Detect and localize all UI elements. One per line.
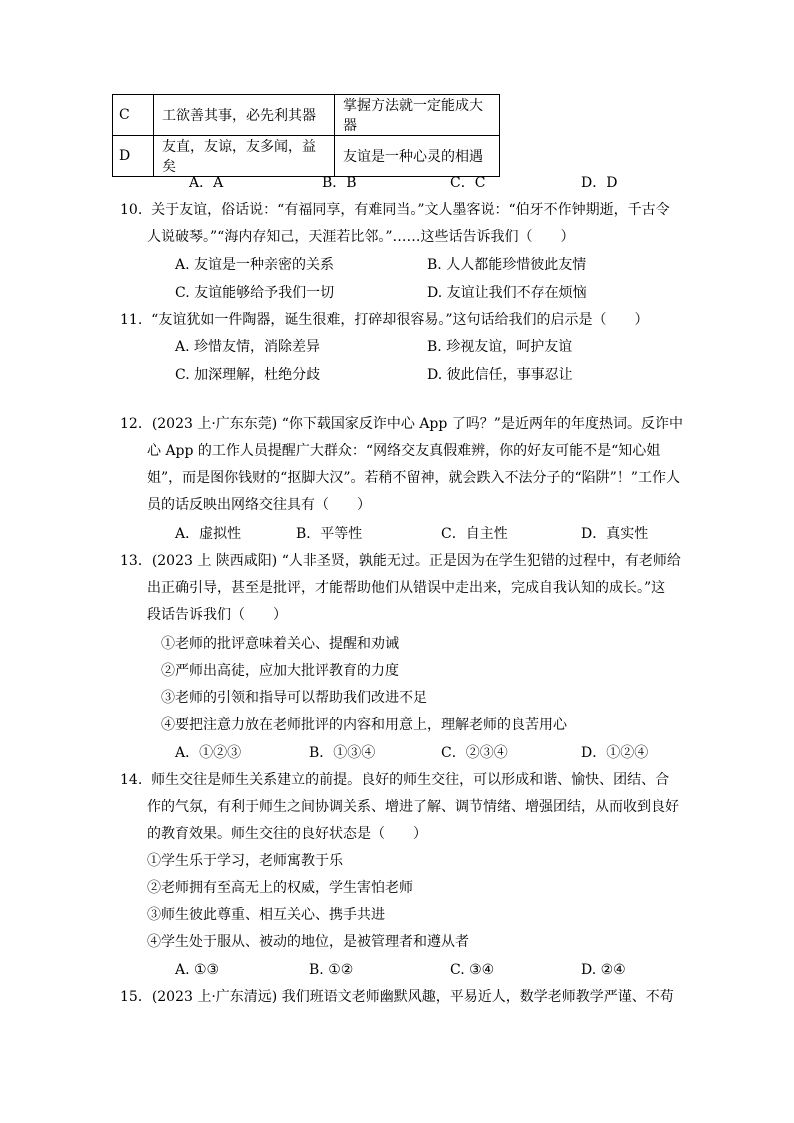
q13-statement: ③老师的引领和指导可以帮助我们改进不足 [161, 690, 427, 706]
options-table [112, 94, 500, 177]
q12-stem-line: 12．(2023 上·广东东莞) “你下载国家反诈中心 App 了吗？”是近两年的年度热词。反诈中 [120, 416, 683, 432]
table-row [113, 136, 500, 177]
q12-stem-line: 姐”，而是图你钱财的“抠脚大汉”。若稍不留神，就会跌入不法分子的“陷阱”！”工作人 [147, 470, 680, 486]
q10-option-c: C. 友谊能够给予我们一切 [175, 285, 335, 301]
q11-option-b: B. 珍视友谊，呵护友谊 [427, 339, 573, 355]
q13-option-d: D．①②④ [581, 745, 649, 761]
q12-option-c: C．自主性 [441, 526, 508, 542]
q13-statement: ④要把注意力放在老师批评的内容和用意上，理解老师的良苦用心 [161, 717, 567, 733]
q11-stem-line: 11. “友谊犹如一件陶器，诞生很难，打碎却很容易。”这句话给我们的启示是（ ） [120, 312, 649, 328]
q14-statement: ②老师拥有至高无上的权威，学生害怕老师 [147, 880, 413, 896]
q10-option-d: D. 友谊让我们不存在烦恼 [427, 285, 587, 301]
q15-stem-line: 15．(2023 上·广东清远) 我们班语文老师幽默风趣，平易近人，数学老师教学严谨、不苟 [120, 989, 674, 1005]
q9-option-d: D．D [581, 175, 618, 191]
q10-option-a: A. 友谊是一种亲密的关系 [175, 257, 335, 273]
q13-stem-line: 13．(2023 上 陕西咸阳) “人非圣贤，孰能无过。正是因为在学生犯错的过程中，有老师给 [120, 553, 681, 569]
q12-option-b: B．平等性 [296, 526, 363, 542]
q14-option-d: D. ②④ [581, 962, 626, 978]
table-row [113, 95, 500, 136]
q13-statement: ①老师的批评意味着关心、提醒和劝诫 [161, 636, 399, 652]
table-cell: 工欲善其事，必先利其器 [154, 95, 335, 136]
q13-stem-line: 段话告诉我们（ ） [147, 607, 287, 623]
q14-stem-line: 作的气氛，有利于师生之间协调关系、增进了解、调节情绪、增强团结，从而收到良好 [147, 799, 679, 815]
q9-option-a: A．A [189, 175, 224, 191]
q14-option-a: A. ①③ [175, 962, 220, 978]
q13-option-c: C．②③④ [441, 745, 508, 761]
q14-statement: ④学生处于服从、被动的地位，是被管理者和遵从者 [147, 934, 469, 950]
table-cell-label: D [113, 136, 154, 177]
q11-option-a: A. 珍惜友情，消除差异 [175, 339, 321, 355]
table-cell: 友直，友谅，友多闻，益矣 [154, 136, 335, 177]
q9-option-c: C．C [450, 175, 486, 191]
q14-stem-line: 14. 师生交往是师生关系建立的前提。良好的师生交往，可以形成和谐、愉快、团结、合 [120, 772, 670, 788]
q12-option-d: D．真实性 [581, 526, 649, 542]
q13-stem-line: 出正确引导，甚至是批评，才能帮助他们从错误中走出来，完成自我认知的成长。”这 [147, 580, 666, 596]
q13-option-b: B．①③④ [309, 745, 376, 761]
q10-stem-line: 人说破琴。”“海内存知己，天涯若比邻。”……这些话告诉我们（ ） [147, 229, 575, 245]
q12-stem-line: 员的话反映出网络交往具有（ ） [147, 497, 371, 513]
q14-option-b: B. ①② [309, 962, 354, 978]
q14-statement: ①学生乐于学习，老师寓教于乐 [147, 853, 343, 869]
q13-option-a: A．①②③ [175, 745, 242, 761]
q13-statement: ②严师出高徒，应加大批评教育的力度 [161, 663, 399, 679]
q11-option-d: D. 彼此信任，事事忍让 [427, 367, 573, 383]
table-cell: 掌握方法就一定能成大器 [335, 95, 500, 136]
q14-statement: ③师生彼此尊重、相互关心、携手共进 [147, 907, 385, 923]
q14-stem-line: 的教育效果。师生交往的良好状态是（ ） [147, 826, 427, 842]
q11-option-c: C. 加深理解，杜绝分歧 [175, 367, 321, 383]
q10-stem-line: 10. 关于友谊，俗话说：“有福同享，有难同当。”文人墨客说：“伯牙不作钟期逝，千古令 [120, 202, 670, 218]
q12-stem-line: 心 App 的工作人员提醒广大群众：“网络交友真假难辨，你的好友可能不是“知心姐 [147, 443, 661, 459]
table-cell: 友谊是一种心灵的相遇 [335, 136, 500, 177]
q12-option-a: A．虚拟性 [175, 526, 242, 542]
q9-option-b: B．B [322, 175, 357, 191]
q14-option-c: C. ③④ [450, 962, 495, 978]
q10-option-b: B. 人人都能珍惜彼此友情 [427, 257, 587, 273]
table-cell-label: C [113, 95, 154, 136]
